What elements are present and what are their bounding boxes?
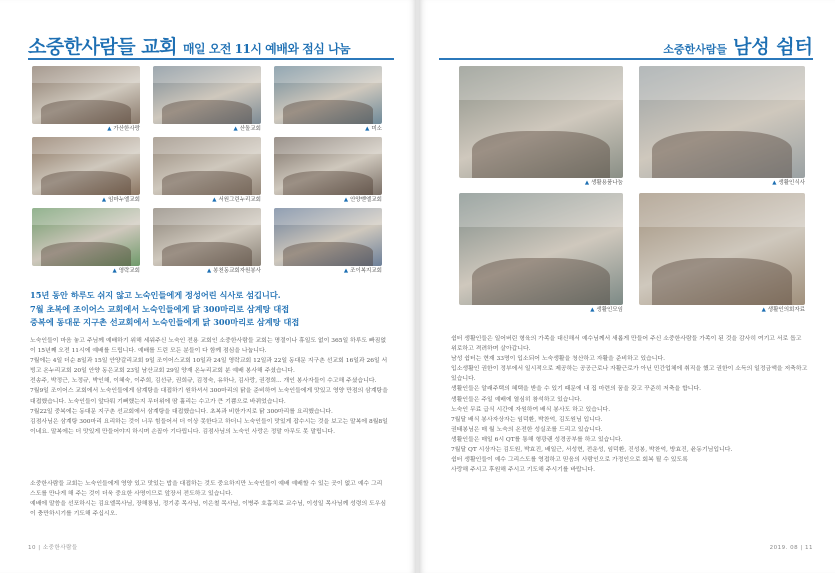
caption-text: 생활용품나눔: [591, 180, 623, 186]
caption-text: 생활인모임: [596, 307, 623, 313]
left-body-2: [30, 479, 388, 519]
photo-cell: [274, 137, 382, 204]
caption-text: 조이복지교회: [350, 268, 382, 274]
right-folio: 2019. 08 | 11: [769, 545, 813, 551]
right-body: [451, 334, 809, 475]
photo: [153, 137, 261, 195]
photo-caption: [234, 125, 262, 133]
caption-text: 산돌교회: [239, 126, 261, 132]
left-photo-grid: [32, 66, 382, 275]
photo-caption: [113, 267, 141, 275]
paragraph: 전송주, 박정근, 노정규, 박인해, 이혜숙, 이주희, 김선규, 권희규, 김정숙, 유하나, 김사랑, 권경희... 개인 봉사자들이 수고해 주셨습니다.: [30, 378, 377, 385]
paragraph: 생활인들은 매일 6시 QT를 통해 형광랜 성경공부를 하고 있습니다.: [451, 436, 623, 443]
triangle-icon: ▲: [206, 268, 212, 274]
headline-1: 15년 동안 하루도 쉬지 않고 노숙인들에게 정성어린 식사로 섬깁니다.: [30, 290, 281, 300]
right-page: [419, 0, 835, 573]
photo-cell: [32, 137, 140, 204]
photo-caption: [207, 267, 261, 275]
paragraph: 권태봉님은 매 월 노숙의 온전한 성실조를 드리고 있습니다.: [451, 426, 603, 433]
photo: [153, 208, 261, 266]
right-title-pre: 소중한사람들: [663, 43, 727, 56]
paragraph: 소중한사람들 교회는 노숙인들에게 영양 있고 맛있는 밥을 대접하는 것도 중요하지만 노숙인들이 예배 예배할 수 있는 곳이 없고 예수 그리스도를 만나게 해 주는 것이 더욱 중요한 사명이므로 앞장서 전도하고 있습니다.: [30, 481, 383, 498]
triangle-icon: ▲: [212, 197, 217, 203]
photo: [153, 66, 261, 124]
photo-caption: [762, 306, 805, 314]
right-title: [663, 32, 813, 58]
triangle-icon: ▲: [343, 268, 349, 274]
right-title-main: 남성 쉼터: [732, 36, 813, 58]
photo: [459, 66, 623, 178]
paragraph: 남성 쉼터는 현재 33명이 입소되어 노숙생활을 청산하고 자활을 준비하고 있습니다.: [451, 356, 666, 363]
photo-cell: [32, 208, 140, 275]
paragraph: 사랑해 주시고 후원해 주시고 기도해 주시기를 바랍니다.: [451, 467, 595, 474]
right-photo-grid: [459, 66, 805, 314]
triangle-icon: ▲: [590, 307, 595, 313]
left-body-1: [30, 336, 388, 437]
caption-text: 영락교회: [118, 268, 140, 274]
photo-cell: [639, 66, 805, 187]
photo-caption: [212, 196, 261, 204]
paragraph: 김점사님은 삼계탕 300마리 요리하는 것이 너무 힘들어서 더 이상 못한다고 하더니 노숙인들이 맛있게 잡수시는 것을 보고는 말복에 8월8일이네요. 말복에는 더 맛있게 만들어야지 하시며 손꼽아 기다립니다. 김점사님의 노숙인 사랑은 정말 아무도 못 말립니다.: [30, 418, 388, 435]
paragraph: 7월9일 조이어스 교회에서 노숙인들에게 삼계탕을 대접하기 원하셔서 300마리의 닭을 준비하여 노숙인들에게 맛있고 영양 만점의 삼계탕을 대접했습니다. 노숙인들이 앞다퉈 기뻐했는지 무더위에 땀 흘리는 수고가 큰 기쁨으로 바뀌었습니다.: [30, 388, 388, 405]
caption-text: 봉천동교회자원봉사: [213, 268, 261, 274]
headline-3: 중복에 동대문 지구촌 선교회에서 노숙인들에게 닭 300마리로 삼계탕 대접: [30, 317, 300, 327]
photo-cell: [274, 66, 382, 133]
left-title-sub: 매일 오전 11시 예배와 점심 나눔: [182, 42, 351, 56]
photo-cell: [639, 193, 805, 314]
right-title-rule: [439, 58, 813, 60]
triangle-icon: ▲: [365, 126, 370, 132]
caption-text: 임마누엘교회: [108, 197, 140, 203]
triangle-icon: ▲: [101, 197, 107, 203]
photo-cell: [459, 66, 623, 187]
paragraph: 쉼터 생활인들이 예수 그리스도를 영접하고 믿음의 사람인으로 가정인으로 회복 될 수 있도록: [451, 457, 688, 464]
caption-text: 안양벧엘교회: [350, 197, 382, 203]
caption-text: 가산한사랑: [113, 126, 140, 132]
left-title-rule: [28, 58, 394, 60]
left-title: [28, 32, 350, 58]
left-headlines: [30, 289, 390, 330]
left-title-main: 소중한사람들 교회: [28, 36, 177, 58]
caption-text: 생활인의회자료: [767, 307, 805, 313]
paragraph: 7월에는 4일 더순 8일과 15일 안양갈리교회 9일 조이어스교회 10일과 24일 영락교회 12일과 22일 동대문 지구촌 선교회 16일과 26일 서빙고 온누리교회 20일 안양 동은교회 23일 남산교회 29일 양재 온누리교회 분 예배 봉사해 주셨습니다.: [30, 358, 388, 375]
triangle-icon: ▲: [761, 307, 766, 313]
photo-caption: [772, 179, 805, 187]
photo-cell: [153, 208, 261, 275]
triangle-icon: ▲: [772, 180, 777, 186]
photo-caption: [102, 196, 140, 204]
photo-caption: [590, 306, 623, 314]
triangle-icon: ▲: [233, 126, 238, 132]
photo: [274, 137, 382, 195]
photo-caption: [365, 125, 382, 133]
paragraph: 7월달 QT 시상자는 김도원, 박효진, 배일근, 서성현, 전운성, 임덕환, 진성봉, 박찬억, 방효진, 윤동기님입니다.: [451, 447, 733, 454]
triangle-icon: ▲: [343, 197, 349, 203]
paragraph: 7월달 배식 봉사자상자는 임덕환, 박찬억, 김도원님 입니다.: [451, 416, 603, 423]
photo-cell: [459, 193, 623, 314]
triangle-icon: ▲: [112, 268, 117, 274]
paragraph: 7월22일 중복에는 동대문 지구촌 선교회에서 삼계탕을 대접했습니다. 초복과 비한가지로 닭 300마리를 요리했습니다.: [30, 408, 333, 415]
photo: [639, 193, 805, 305]
photo-cell: [32, 66, 140, 133]
photo-cell: [153, 66, 261, 133]
photo: [459, 193, 623, 305]
photo-caption: [344, 267, 382, 275]
photo: [274, 208, 382, 266]
left-folio: 10 | 소중한사람들: [28, 545, 78, 551]
triangle-icon: ▲: [584, 180, 590, 186]
photo-cell: [274, 208, 382, 275]
paragraph: 노숙인들이 마음 놓고 주님께 예배하기 위해 세워주신 노숙인 전용 교회인 소중한사람들 교회는 명절이나 휴일도 없이 365일 하루도 빠짐없이 15년째 오전 11시에 예배를 드립니다. 예배를 드린 모든 분들이 다 함께 점심을 나눕니다.: [30, 338, 387, 355]
paragraph: 생활인들은 알래주택의 혜택을 받을 수 있기 때문에 내 집 마련의 꿈을 갖고 꾸준히 저축을 합니다.: [451, 386, 702, 393]
left-page: [0, 0, 416, 573]
caption-text: 미소: [371, 126, 382, 132]
caption-text: 서원그린누리교회: [218, 197, 261, 203]
photo: [32, 66, 140, 124]
photo-caption: [585, 179, 623, 187]
photo: [639, 66, 805, 178]
photo-cell: [153, 137, 261, 204]
photo-caption: [107, 125, 140, 133]
headline-2: 7월 초복에 조이어스 교회에서 노숙인들에게 닭 300마리로 삼계탕 대접: [30, 303, 290, 314]
paragraph: 쉼터 생활인들은 일어버린 형육의 가족을 대신해서 예수님께서 새롭게 만들어 주신 소중한사람들 가족이 된 것을 감사히 여기고 서로 돕고 위로하고 격려하며 살아갑니다.: [451, 336, 802, 353]
photo: [32, 137, 140, 195]
paragraph: 입소생활인 권한이 정부에서 일시적으로 제공하는 공공근로나 자활근로가 아닌 민간업체에 취직을 했고 권한이 소득의 일정금액을 저축하고 있습니다.: [451, 366, 808, 383]
photo: [274, 66, 382, 124]
photo-caption: [344, 196, 382, 204]
photo: [32, 208, 140, 266]
paragraph: 예배에 말씀을 선포하시는 김요엘목사님, 장해룡님, 정기종 목사님, 이은철 목사님, 이병주 호홉치료 교수님, 이성일 목사님께 성령의 도우심이 충만하시기를 기도해 주십시오.: [30, 501, 387, 518]
paragraph: 노숙인 무료 급식 시간에 자원하여 배식 봉사도 하고 있습니다.: [451, 406, 611, 413]
paragraph: 생활인들은 주일 예배에 열심히 참석하고 있습니다.: [451, 396, 582, 403]
triangle-icon: ▲: [107, 126, 112, 132]
caption-text: 생활인식사: [778, 180, 805, 186]
